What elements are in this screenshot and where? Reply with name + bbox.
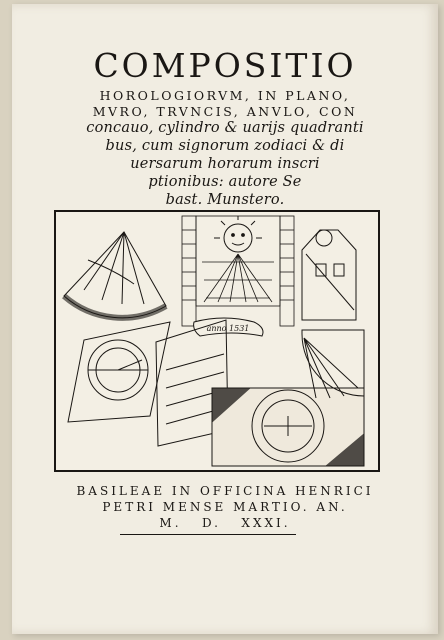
imprint-date: M. D. XXXI. [159, 516, 291, 530]
body-line-3: uersarum horarum inscri [130, 156, 320, 172]
square-dial [212, 388, 364, 466]
book-page [12, 4, 438, 634]
sundial-woodcut [54, 210, 380, 472]
main-title: COMPOSITIO [93, 46, 357, 85]
body-line-2: bus, cum signorum zodiaci & di [105, 138, 345, 154]
body-line-4: ptionibus: autore Se [148, 174, 302, 190]
imprint-line-1: BASILEAE IN OFFICINA HENRICI [76, 484, 374, 498]
subtitle-line-2: MVRO, TRVNCIS, ANVLO, CON [92, 104, 358, 119]
author-line: bast. Munstero. [165, 192, 285, 208]
subtitle-line-1: HOROLOGIORVM, IN PLANO, [99, 88, 351, 103]
imprint-rule [120, 534, 296, 535]
body-line-1: concauo, cylindro & uarijs quadranti [86, 120, 364, 136]
banner-text: anno 1531 [206, 324, 250, 333]
imprint-line-2: PETRI MENSE MARTIO. AN. [102, 500, 348, 514]
